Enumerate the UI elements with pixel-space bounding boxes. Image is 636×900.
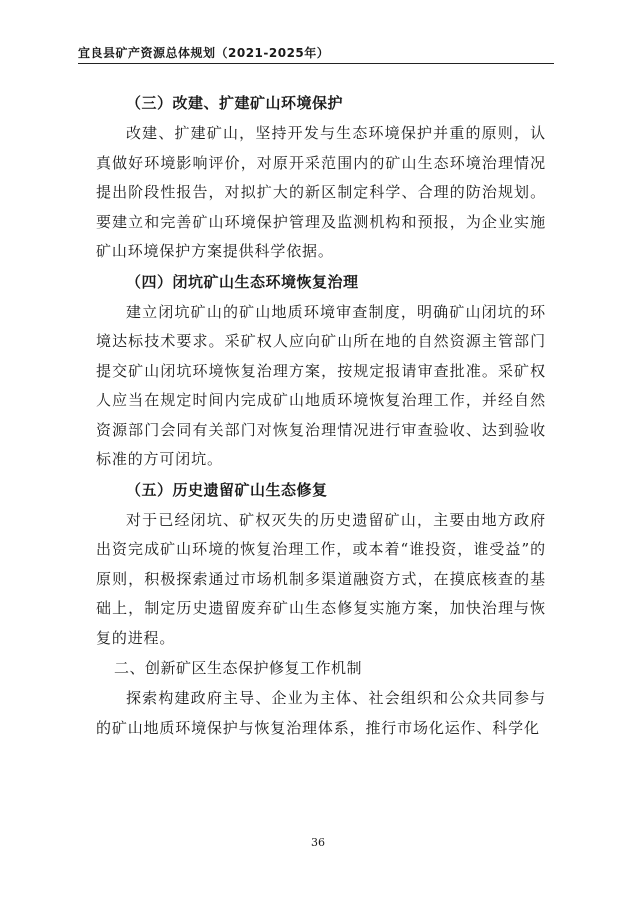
chapter-heading-2: 二、创新矿区生态保护修复工作机制 bbox=[114, 659, 363, 677]
page-body bbox=[96, 88, 546, 743]
section-heading-3: （三）改建、扩建矿山环境保护 bbox=[126, 94, 344, 112]
section-heading-5: （五）历史遗留矿山生态修复 bbox=[126, 480, 328, 499]
section-paragraph-5: 对于已经闭坑、矿权灭失的历史遗留矿山，主要由地方政府出资完成矿山环境的恢复治理工作，或本着“谁投资，谁受益”的原则，积极探索通过市场机制多渠道融资方式，在摸底核查的基础上，制定历史遗留废弃矿山生态修复实施方案，加快治理与恢复的进程。 bbox=[96, 510, 546, 647]
page-number: 36 bbox=[311, 836, 325, 849]
chapter-paragraph-2: 探索构建政府主导、企业为主体、社会组织和公众共同参与的矿山地质环境保护与恢复治理体系，推行市场化运作、科学化 bbox=[96, 689, 546, 737]
document-header-title: 宜良县矿产资源总体规划（2021-2025年） bbox=[78, 46, 330, 60]
header-divider bbox=[78, 63, 554, 64]
section-paragraph-3: 改建、扩建矿山，坚持开发与生态环境保护并重的原则，认真做好环境影响评价，对原开采范围内的矿山生态环境治理情况提出阶段性报告，对拟扩大的新区制定科学、合理的防治规划。要建立和完善矿山环境保护管理及监测机构和预报，为企业实施矿山环境保护方案提供科学依据。 bbox=[96, 124, 546, 260]
section-paragraph-4: 建立闭坑矿山的矿山地质环境审查制度，明确矿山闭坑的环境达标技术要求。采矿权人应向矿山所在地的自然资源主管部门提交矿山闭坑环境恢复治理方案，按规定报请审查批准。采矿权人应当在规定时间内完成矿山地质环境恢复治理工作，并经自然资源部门会同有关部门对恢复治理情况进行审查验收、达到验收标准的方可闭坑。 bbox=[96, 302, 546, 468]
section-heading-4: （四）闭坑矿山生态环境恢复治理 bbox=[126, 272, 359, 291]
